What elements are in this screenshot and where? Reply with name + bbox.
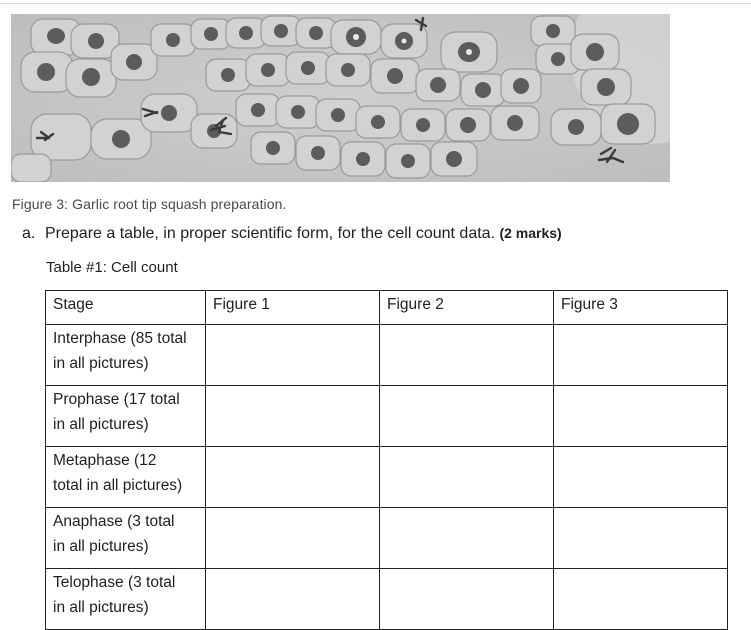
table-row	[46, 569, 728, 630]
header-figure-2: Figure 2	[380, 291, 554, 325]
prophase-figure-2-cell[interactable]	[380, 386, 554, 447]
telophase-figure-1-cell[interactable]	[206, 569, 380, 630]
table-row	[46, 386, 728, 447]
metaphase-figure-1-cell[interactable]	[206, 447, 380, 508]
telophase-figure-2-cell[interactable]	[380, 569, 554, 630]
question-text: Prepare a table, in proper scientific form, for the cell count data.	[45, 225, 496, 242]
stage-line-2: in all pictures)	[53, 538, 149, 555]
telophase-figure-3-cell[interactable]	[554, 569, 728, 630]
stage-line-2: in all pictures)	[53, 599, 149, 616]
anaphase-figure-1-cell[interactable]	[206, 508, 380, 569]
stage-cell-interphase	[46, 325, 206, 386]
figure-caption: Figure 3: Garlic root tip squash preparation.	[12, 196, 287, 212]
stage-cell-prophase	[46, 386, 206, 447]
prophase-figure-3-cell[interactable]	[554, 386, 728, 447]
stage-line-1: Metaphase (12	[53, 452, 157, 469]
interphase-figure-3-cell[interactable]	[554, 325, 728, 386]
garlic-root-tip-micrograph-image	[11, 14, 670, 182]
question-a	[22, 225, 562, 243]
metaphase-figure-2-cell[interactable]	[380, 447, 554, 508]
top-divider	[0, 3, 751, 4]
stage-line-2: in all pictures)	[53, 355, 149, 372]
anaphase-figure-3-cell[interactable]	[554, 508, 728, 569]
cell-count-table	[45, 290, 728, 630]
question-marks: (2 marks)	[499, 225, 562, 241]
prophase-figure-1-cell[interactable]	[206, 386, 380, 447]
table-row	[46, 508, 728, 569]
header-figure-1: Figure 1	[206, 291, 380, 325]
stage-line-1: Anaphase (3 total	[53, 513, 175, 530]
table-row	[46, 325, 728, 386]
header-stage: Stage	[46, 291, 206, 325]
stage-line-2: in all pictures)	[53, 416, 149, 433]
anaphase-figure-2-cell[interactable]	[380, 508, 554, 569]
interphase-figure-1-cell[interactable]	[206, 325, 380, 386]
stage-cell-telophase	[46, 569, 206, 630]
interphase-figure-2-cell[interactable]	[380, 325, 554, 386]
stage-line-1: Interphase (85 total	[53, 330, 187, 347]
stage-line-2: total in all pictures)	[53, 477, 183, 494]
table-title: Table #1: Cell count	[46, 259, 178, 276]
stage-line-1: Prophase (17 total	[53, 391, 180, 408]
metaphase-figure-3-cell[interactable]	[554, 447, 728, 508]
header-figure-3: Figure 3	[554, 291, 728, 325]
stage-line-1: Telophase (3 total	[53, 574, 176, 591]
stage-cell-anaphase	[46, 508, 206, 569]
table-row	[46, 447, 728, 508]
stage-cell-metaphase	[46, 447, 206, 508]
question-letter: a.	[22, 225, 36, 242]
table-header-row	[46, 291, 728, 325]
